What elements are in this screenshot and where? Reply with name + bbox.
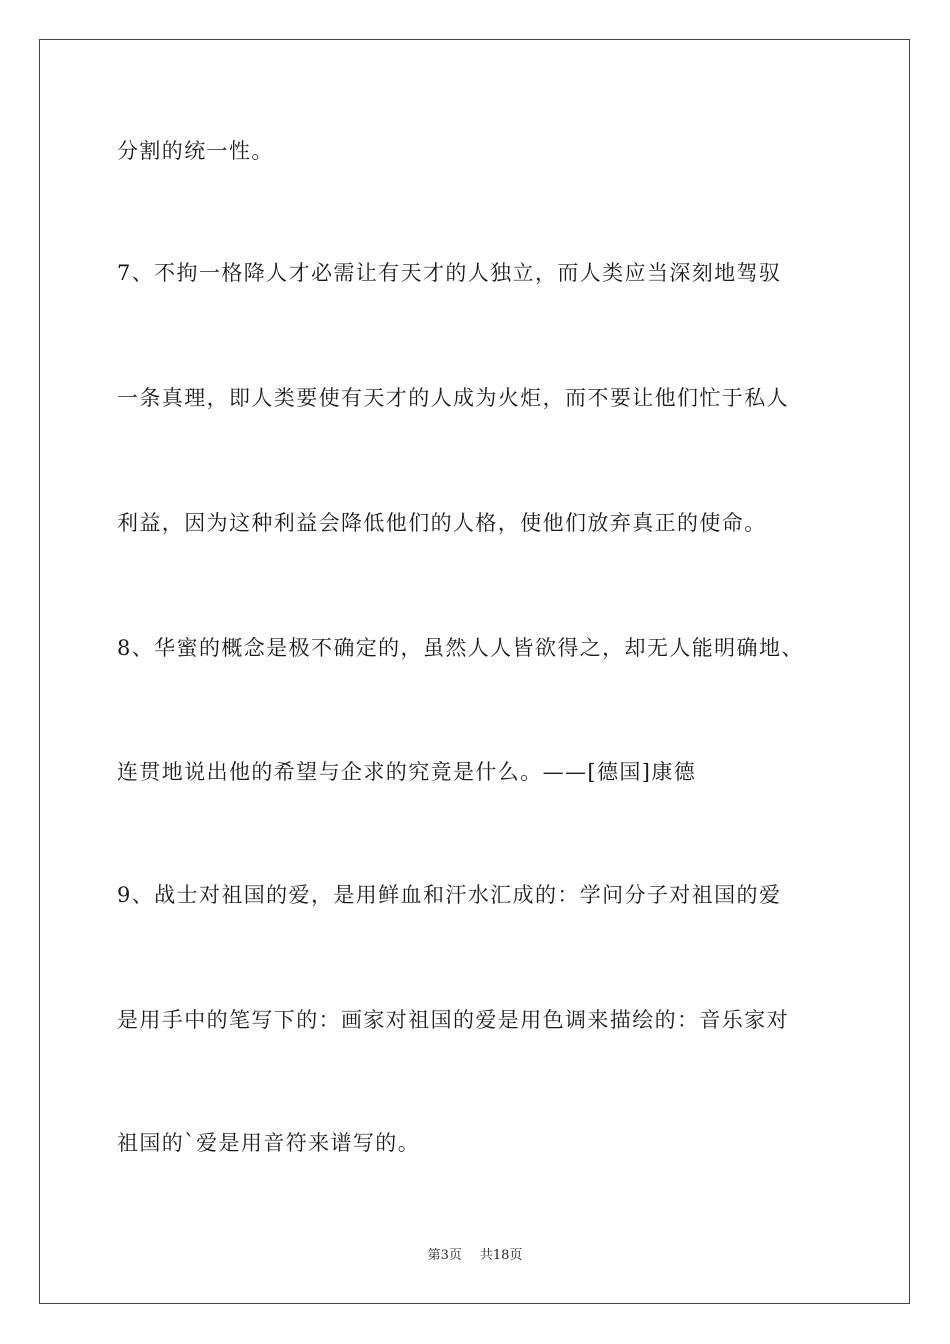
text-line: 是用手中的笔写下的：画家对祖国的爱是用色调来描绘的：音乐家对 [117,1008,789,1032]
text-line: 利益，因为这种利益会降低他们的人格，使他们放弃真正的使命。 [117,511,767,535]
text-line: 祖国的`爱是用音符来谱写的。 [117,1131,421,1155]
page-frame [39,39,910,1304]
text-line: 一条真理，即人类要使有天才的人成为火炬，而不要让他们忙于私人 [117,386,789,410]
total-pages: 共18页 [479,1248,523,1263]
text-line: 分割的统一性。 [117,139,274,163]
text-line: 连贯地说出他的希望与企求的究竟是什么。——[德国]康德 [117,760,697,784]
page-footer [0,1247,950,1265]
text-line: 8、华蜜的概念是极不确定的，虽然人人皆欲得之，却无人能明确地、 [117,636,804,660]
text-line: 9、战士对祖国的爱，是用鲜血和汗水汇成的：学问分子对祖国的爱 [117,883,782,907]
page-number: 第3页 [427,1248,462,1263]
text-line: 7、不拘一格降人才必需让有天才的人独立，而人类应当深刻地驾驭 [117,261,782,285]
